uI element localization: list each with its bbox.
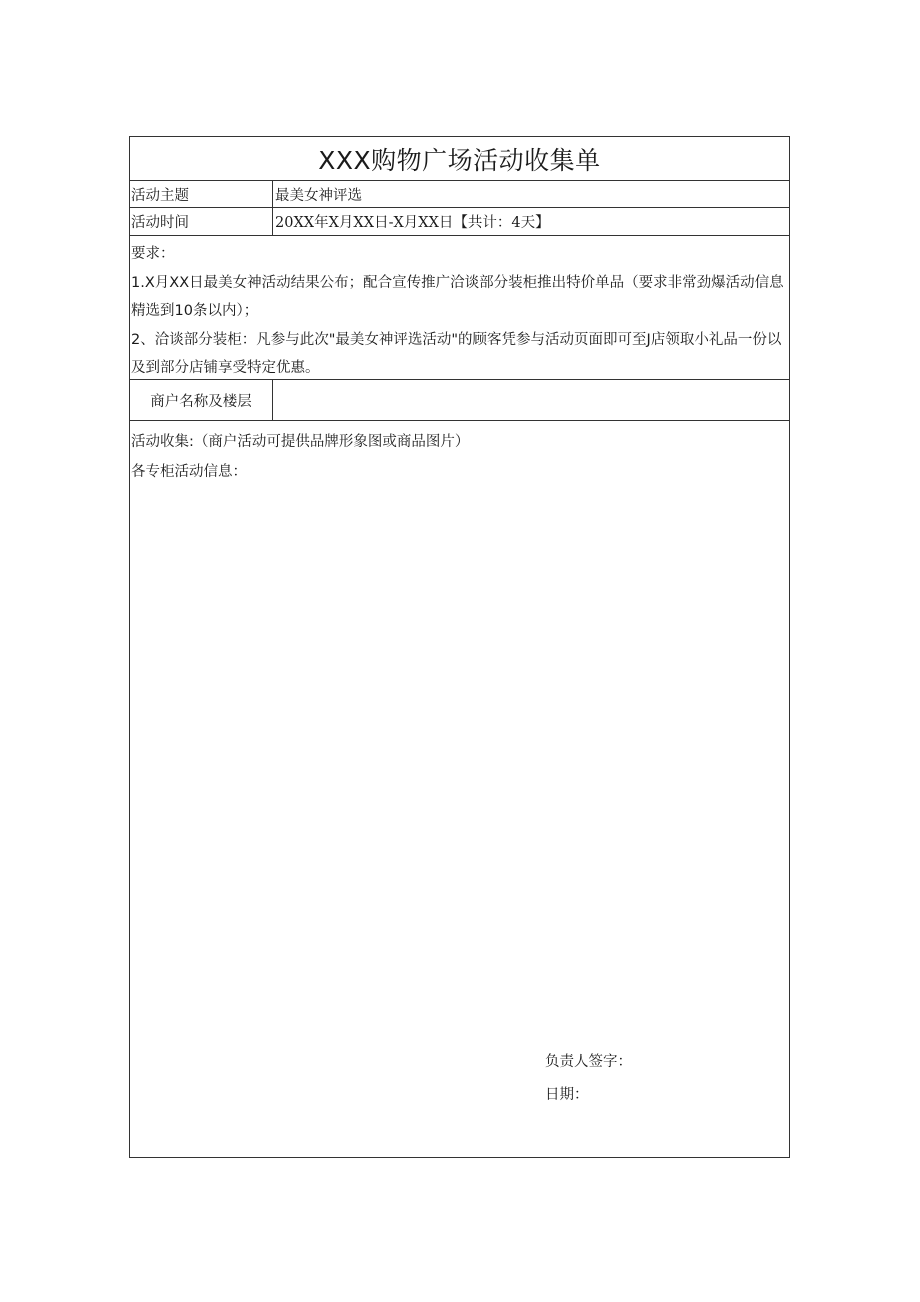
time-value: 20XX年X月XX日-X月XX日【共计：4天】	[275, 215, 550, 231]
date-label: 日期：	[545, 1087, 589, 1103]
requirement-item-1: 1.X月XX日最美女神活动结果公布；配合宣传推广洽谈部分装柜推出特价单品（要求非常劲爆活动信息精选到10条以内）；	[131, 274, 784, 319]
theme-label: 活动主题	[130, 181, 273, 207]
signature-block	[545, 1046, 632, 1112]
requirement-item-2: 2、洽谈部分装柜：凡参与此次"最美女神评选活动"的顾客凭参与活动页面即可至J店领取小礼品一份以及到部分店铺享受特定优惠。	[131, 331, 782, 376]
collection-text	[131, 427, 469, 487]
requirements-text	[131, 240, 787, 383]
time-row	[130, 208, 789, 236]
signature-label: 负责人签字：	[545, 1054, 632, 1070]
theme-value: 最美女神评选	[275, 187, 362, 204]
activity-collection-form	[129, 136, 790, 1158]
merchant-label: 商户名称及楼层	[130, 380, 273, 420]
collection-heading: 活动收集:（商户活动可提供品牌形象图或商品图片）	[131, 434, 470, 450]
form-title: XXX购物广场活动收集单	[130, 137, 789, 181]
counter-info-label: 各专柜活动信息：	[131, 464, 247, 480]
requirements-row	[130, 236, 789, 380]
requirements-heading: 要求：	[131, 246, 175, 262]
theme-row	[130, 181, 789, 208]
merchant-value-field[interactable]	[274, 380, 789, 420]
merchant-row	[130, 380, 789, 421]
time-label: 活动时间	[130, 208, 273, 235]
collection-area	[130, 421, 789, 1157]
